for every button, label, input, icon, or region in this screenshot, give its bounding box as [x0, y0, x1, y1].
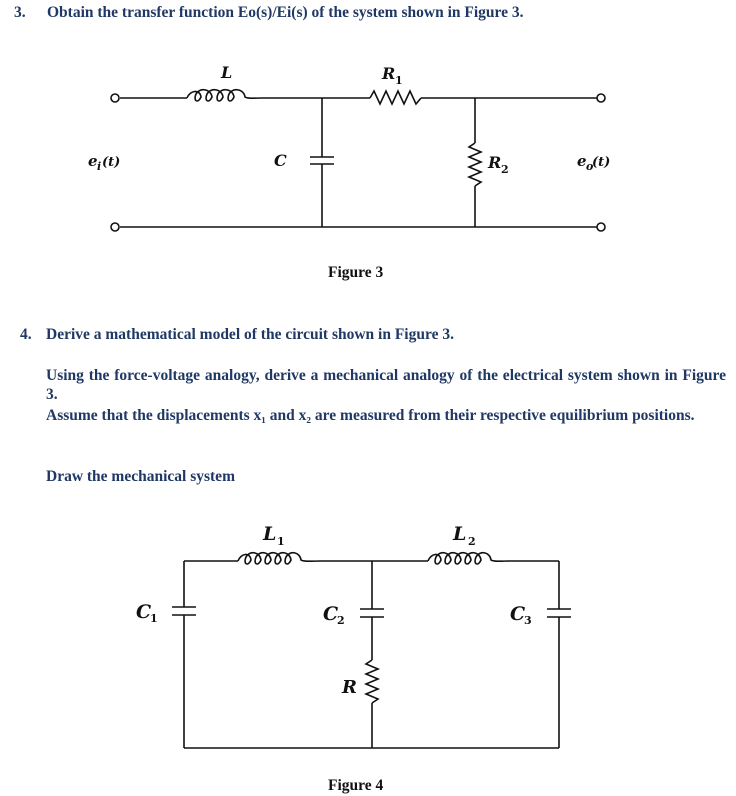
fig4-label-L2-sub: 2: [468, 535, 476, 548]
figure-4-caption: Figure 4: [328, 777, 384, 794]
fig4-inductor-L2: [428, 553, 510, 564]
question-4-para-3: Draw the mechanical system: [46, 468, 235, 485]
fig3-label-eo-sub: o: [586, 160, 594, 173]
fig3-label-R1: R: [382, 64, 396, 83]
fig4-label-C1: C: [136, 601, 152, 623]
fig3-label-ei-arg: (t): [102, 155, 121, 170]
question-3-number: 3.: [14, 4, 26, 21]
fig4-label-C2: C: [323, 603, 339, 625]
question-4-para-1: Using the force-voltage analogy, derive a mechanical analogy of the electrical system shown in Figure 3.: [46, 367, 726, 403]
question-4-number: 4.: [20, 326, 32, 343]
question-4-text: Derive a mathematical model of the circuit shown in Figure 3.: [46, 326, 454, 343]
fig3-label-R2-sub: 2: [501, 163, 509, 176]
fig4-label-L1-sub: 1: [277, 535, 285, 548]
fig4-label-C1-sub: 1: [150, 612, 158, 625]
fig4-label-C2-sub: 2: [337, 614, 345, 627]
question-4-para-2: Assume that the displacements x₁ and x₂ are measured from their respective equilibrium positions.: [46, 407, 695, 424]
fig3-label-L: L: [221, 63, 233, 82]
fig3-label-R1-sub: 1: [395, 74, 403, 87]
fig4-label-C3: C: [510, 603, 526, 625]
fig4-label-R: R: [342, 677, 357, 698]
fig3-label-ei-sub: i: [97, 160, 102, 173]
fig4-inductor-L1: [238, 553, 320, 564]
fig3-label-ei: e: [88, 152, 98, 170]
figure-3-caption: Figure 3: [328, 264, 384, 281]
fig4-label-C3-sub: 3: [524, 614, 532, 627]
question-3-text: Obtain the transfer function Eo(s)/Ei(s) of the system shown in Figure 3.: [47, 4, 524, 21]
fig3-label-eo-arg: (t): [592, 155, 611, 170]
fig4-label-L1: L: [263, 523, 277, 545]
fig4-resistor-R: [366, 660, 378, 703]
fig3-label-eo: e: [577, 152, 587, 170]
fig4-label-L2: L: [453, 523, 467, 545]
fig3-label-R2: R: [488, 153, 502, 172]
fig3-label-C: C: [274, 151, 287, 170]
